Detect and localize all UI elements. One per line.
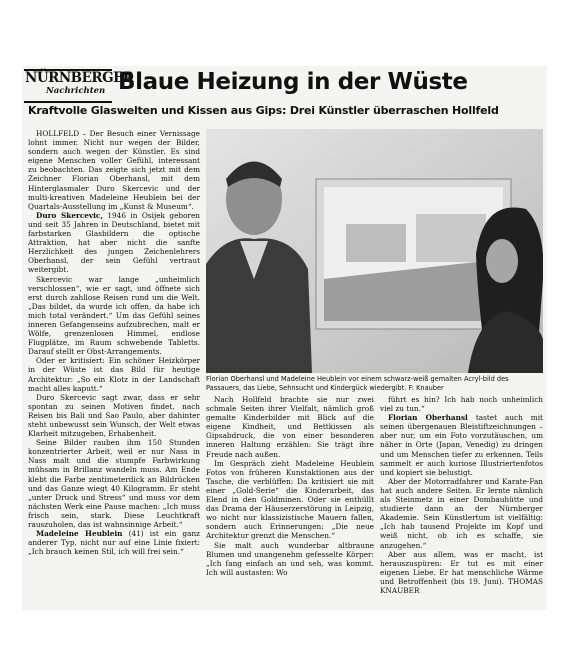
paragraph-text: Aber der Motorradfahrer und Karate-Fan hat auch andere Seiten. Er lernte nämlich als Steinmetz in einer Dombauhütte und studierte dann an der Nürnberger Akademie. Sein Künstlertum ist vielfältig: „Ich hab tausend Projekte im Kopf und weiß nicht, ob ich es schaffe, sie anzugehen.“ [380, 476, 543, 550]
article-column-1 [28, 129, 200, 607]
subheadline: Kraftvolle Glaswelten und Kissen aus Gips: Drei Künstler überraschen Hollfeld [28, 104, 499, 117]
article-column-3 [380, 395, 543, 607]
article-paragraph [28, 529, 200, 556]
paragraph-text: führt es hin? Ich hab noch unheimlich viel zu tun.“ [380, 395, 543, 414]
article-paragraph [380, 550, 543, 595]
article-paragraph [380, 395, 543, 413]
photo-caption: Florian Oberhansl und Madeleine Heublein vor einem schwarz-weiß gemalten Acryl-bild des Passauers, das Liebe, Sehnsucht und Kindergück wiedergibt. F: Knauber [206, 375, 509, 392]
paragraph-lead: Florian Oberhansl [388, 413, 468, 423]
paragraph-text: tastet auch mit seinen übergenauen Bleistiftzeichnungen – aber nur, um ein Foto vorzutäuschen, um näher in Orte (Japan, Venedig) zu dringen und um Menschen tiefer zu erkennen. Teils sammelt er auch kuriose Illustriertenfotos und kopiert sie belustigt. [380, 413, 543, 477]
logo-wordmark: NÜRNBERGER [25, 70, 134, 86]
paragraph-text: Nach Hollfeld brachte sie nur zwei schmale Seiten ihrer Vielfalt, nämlich groß gemalte Kinderbilder mit Blick auf die eigene Kindheit, und Bettkissen als Gipsabdruck, die von einer besonderen inneren Haltung erzählen: Sie trägt ihre Freude nach außen. [206, 395, 374, 459]
paragraph-text: Oder er kritisiert: Ein schöner Heizkörper in der Wüste ist das Bild für heutige Architektur: „So ein Klotz in der Landschaft macht alles kaputt.“ [28, 356, 200, 393]
paragraph-lead: Duro Skercevic, [36, 210, 103, 220]
newspaper-logo [24, 69, 134, 103]
article-paragraph [28, 438, 200, 529]
paragraph-text: Seine Bilder rauben ihm 150 Stunden konzentrierter Arbeit, weil er nur Nass in Nass malt und die stumpfe Farbwirkung mühsam in Brillanz wandeln muss. Am Ende klebt die Farbe zentimeterdick an Bildrücken und das Ganze wiegt 40 Kilogramm. Er steht „unter Druck und Stress“ und muss vor dem nächsten Werk eine Pause machen: „Ich muss frisch sein, stark. Diese Leuchtkraft rauszuholen, das ist wahnsinnige Arbeit.“ [28, 438, 200, 530]
article-photo [206, 129, 543, 373]
newspaper-clipping [22, 66, 547, 610]
article-paragraph [380, 477, 543, 550]
paragraph-text: Skercevic war lange „unheimlich verschlossen“, wie er sagt, und öffnete sich erst durch zahllose Reisen rund um die Welt. „Das bildet, da wurde ich offen, da habe ich mich total verändert.“ Um das Gefühl seines inneren Gefangenseins aufzubrechen, malt er Wölfe, grenzenlosen Himmel, endlose Flugplätze, im Raum schwebende Tabletts. Darauf stellt er Obst-Arrangements. [28, 274, 200, 357]
article-paragraph [28, 211, 200, 275]
paragraph-text: Aber aus allem, was er macht, ist herauszuspüren: Er tut es mit einer eigenen Liebe. Er hat menschliche Wärme und Betroffenheit (bis 19. Juni). THOMAS KNAUBER [380, 549, 543, 595]
article-paragraph [380, 413, 543, 477]
paragraph-text: Sie malt auch wunderbar altbraune Blumen und unangenehm gefesselte Körper: „Ich fang einfach an und seh, was kommt. Ich will austasten: Wo [206, 540, 374, 577]
paragraph-text: (41) ist ein ganz anderer Typ, nicht nur auf eine Linie fixiert: „Ich brauch keinen Stil, ich will frei sein.“ [28, 529, 200, 557]
headline: Blaue Heizung in der Wüste [118, 69, 468, 95]
paragraph-text: HOLLFELD – Der Besuch einer Vernissage lohnt immer. Nicht nur wegen der Bilder, sondern auch wegen der Künstler. Es sind eigene Menschen voller Gefühl, interessant zu beobachten. Das zeigte sich jetzt mit dem Zeichner Florian Oberhansl, mit dem Hinterglasmaler Duro Skercevic und der multi-kreativen Madeleine Heublein bei der Quartals-Ausstellung im „Kunst & Museum“. [28, 129, 200, 211]
paragraph-text: Im Gespräch zieht Madeleine Heublein Fotos von früheren Kunstaktionen aus der Tasche, die verblüffen: Da kritisiert sie mit einer „Gold-Serie“ die Kinderarbeit, das Elend in den Goldminen. Oder sie enthüllt das Drama der Häuserzerstörung in Leipzig, wo nicht nur klassizistische Mauern fallen, sondern auch Erinnerungen: „Die neue Architektur grenzt die Menschen.“ [206, 458, 374, 541]
logo-subline: Nachrichten [46, 86, 106, 96]
paragraph-lead: Madeleine Heublein [36, 529, 123, 539]
article-paragraph [206, 541, 374, 577]
article-paragraph [28, 393, 200, 438]
paragraph-text: 1946 in Osijek geboren und seit 35 Jahren in Deutschland, bietet mit farbstarken Glasbildern die optische Attraktion, hat aber nicht die sanfte Herzlichkeit des jungen Zeichenlehrers Oberhansl, der sein Gefühl vertraut weitergibt. [28, 210, 200, 275]
article-paragraph [28, 129, 200, 211]
article-column-2 [206, 395, 374, 607]
paragraph-text: Duro Skercevic sagt zwar, dass er sehr spontan zu seinen Motiven findet, nach Reisen bis Bali und Sao Paulo, aber dahinter steht unbewusst sein Wunsch, der Welt etwas Klarheit mitzugeben, Erhabenheit. [28, 392, 200, 439]
article-paragraph [28, 275, 200, 357]
article-paragraph [206, 395, 374, 459]
photo-illustration [206, 129, 543, 373]
article-paragraph [206, 459, 374, 541]
article-paragraph [28, 356, 200, 392]
